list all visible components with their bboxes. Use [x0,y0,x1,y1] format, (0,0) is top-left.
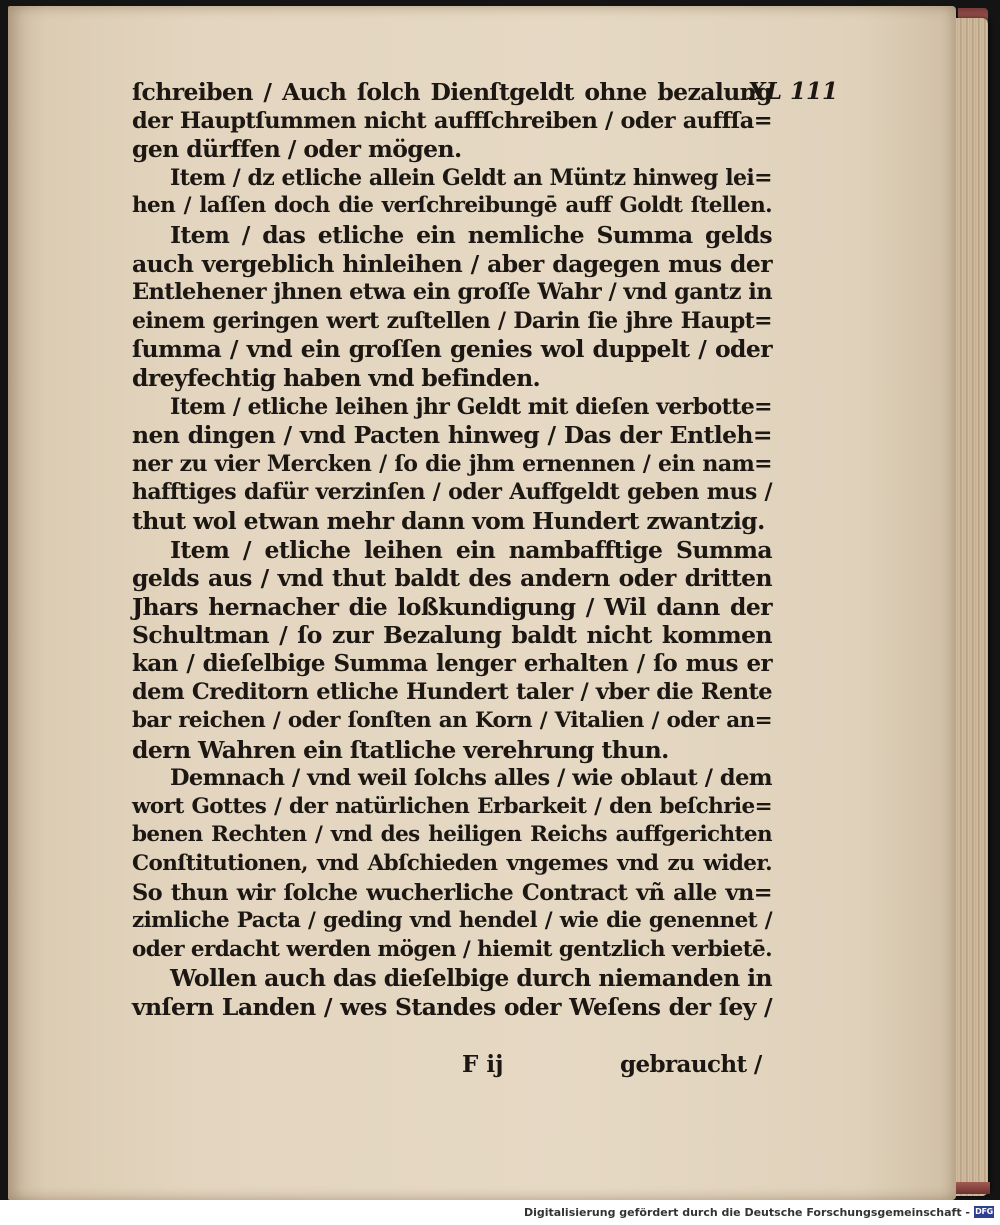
text-line: benen Rechten / vnd des heiligen Reichs auffgerichten [132,822,772,848]
text-line: Entlehener jhnen etwa ein groſſe Wahr / vnd gantz in [132,279,772,306]
text-line: Item / etliche leihen ein nambafftige Summa [170,535,772,564]
text-line: dern Wahren ein ſtatliche verehrung thun. [132,735,669,764]
text-line: Conſtitutionen, vnd Abſchieden vngemes vnd zu wider. [132,851,772,877]
text-line: gen dürffen / oder mögen. [132,135,462,164]
signature-mark: F ij [462,1051,504,1078]
text-line: auch vergeblich hinleihen / aber dagegen mus der [132,249,772,278]
text-line: hafftiges dafür verzinſen / oder Auffgeldt geben mus / [132,479,772,506]
text-line: oder erdacht werden mögen / hiemit gentzlich verbietē. [132,936,772,962]
footer-bar [0,1200,1000,1225]
text-line: nen dingen / vnd Pacten hinweg / Das der Entleh= [132,421,772,450]
text-line: kan / dieſelbige Summa lenger erhalten / ſo mus er [132,649,772,677]
catchword: gebraucht / [620,1051,762,1078]
dfg-logo: DFG [975,1207,993,1216]
text-line: Item / das etliche ein nemliche Summa gelds [170,220,772,249]
text-line: Item / etliche leihen jhr Geldt mit dieſen verbotte= [170,393,772,420]
text-line: Demnach / vnd weil ſolchs alles / wie oblaut / dem [170,765,772,792]
text-line: Wollen auch das dieſelbige durch niemanden in [170,964,772,993]
text-line: ner zu vier Mercken / ſo die jhm ernennen / ein nam= [132,450,772,477]
text-line: der Hauptſummen nicht auffſchreiben / oder auffſa= [132,107,772,134]
text-line: einem geringen wert zuſtellen / Darin ſie jhre Haupt= [132,307,772,334]
text-line: Schultman / ſo zur Bezalung baldt nicht kommen [132,621,772,650]
body-text [132,78,772,1022]
book-page-edges [952,18,988,1196]
text-line: bar reichen / oder ſonſten an Korn / Vitalien / oder an= [132,708,772,734]
footer-credit: Digitalisierung gefördert durch die Deutsche Forschungsgemeinschaft - [523,1206,970,1219]
text-line: wort Gottes / der natürlichen Erbarkeit / den beſchrie= [132,793,772,819]
text-line: vnſern Landen / wes Standes oder Weſens der ſey / [132,993,772,1021]
text-line: Jhars hernacher die loßkundigung / Wil dann der [132,592,772,621]
text-line: dreyfechtig haben vnd befinden. [132,363,541,392]
text-line: thut wol etwan mehr dann vom Hundert zwantzig. [132,506,765,535]
text-line: gelds aus / vnd thut baldt des andern oder dritten [132,564,772,593]
text-line: hen / laſſen doch die verſchreibungē auff Goldt ſtellen. [132,193,772,219]
text-line: ſumma / vnd ein groſſen genies wol duppelt / oder [132,335,772,364]
text-line: So thun wir ſolche wucherliche Contract vñ alle vn= [132,879,772,906]
text-line: Item / dz etliche allein Geldt an Müntz hinweg lei= [170,164,772,191]
text-line: ſchreiben / Auch ſolch Dienſtgeldt ohne bezalung [132,78,772,106]
text-line: dem Creditorn etliche Hundert taler / vber die Rente [132,679,772,706]
folio-number: XL 111 [748,78,839,105]
text-line: zimliche Pacta / geding vnd hendel / wie die genennet / [132,908,772,934]
